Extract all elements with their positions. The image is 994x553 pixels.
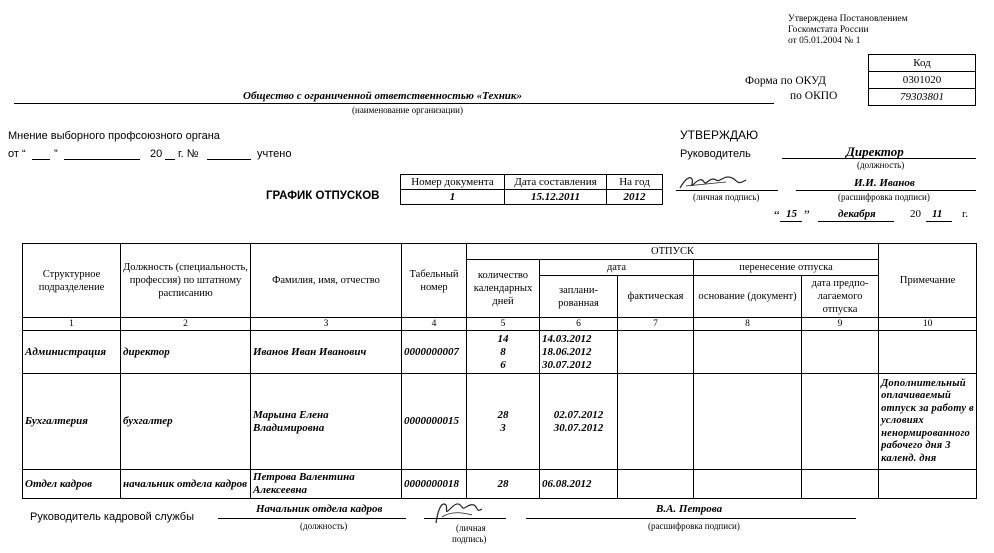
approve-date-open: “ — [774, 207, 780, 222]
col-num: 6 — [540, 318, 618, 331]
header-actual: фактическая — [618, 276, 694, 318]
approve-day: 15 — [786, 208, 797, 220]
approval-line-1: Утверждена Постановлением — [788, 14, 908, 24]
union-year: 20 — [150, 148, 163, 160]
header-planned: заплани-рованная — [540, 276, 618, 318]
approve-year-prefix: 20 — [910, 208, 921, 220]
approve-date-close: ” — [804, 207, 810, 222]
footer-signature-caption-2: подпись) — [452, 534, 487, 544]
director-signature-icon — [676, 170, 756, 192]
table-row — [23, 470, 977, 499]
okpo-label: по ОКПО — [790, 90, 838, 102]
row-days-value: 28 — [497, 477, 509, 490]
row-planned-date: 30.07.2012 — [553, 421, 604, 434]
table-row — [23, 331, 977, 374]
row-note — [879, 331, 977, 374]
header-basis: основание (документ) — [694, 276, 802, 318]
union-month-line — [64, 159, 140, 160]
row-planned-date: 02.07.2012 — [553, 408, 604, 421]
approve-name-line — [796, 190, 976, 191]
approve-year-line — [926, 221, 952, 222]
row-tab-number: 0000000015 — [402, 374, 467, 470]
approve-month-line — [818, 221, 894, 222]
col-num: 3 — [251, 318, 402, 331]
union-year-line — [165, 159, 175, 160]
row-expected — [802, 331, 879, 374]
row-days-value: 3 — [500, 421, 506, 434]
col-num: 4 — [402, 318, 467, 331]
row-days — [467, 374, 540, 470]
doc-year-header: На год — [607, 175, 663, 190]
header-expected: дата предпо-лагаемого отпуска — [802, 276, 879, 318]
union-number-label: г. № — [178, 148, 199, 160]
row-actual — [618, 331, 694, 374]
row-tab-number: 0000000018 — [402, 470, 467, 499]
organization-caption: (наименование организации) — [352, 105, 463, 115]
header-tab-number: Табельный номер — [402, 244, 467, 318]
col-num: 7 — [618, 318, 694, 331]
okud-value: 0301020 — [869, 72, 976, 89]
footer-position-caption: (должность) — [300, 521, 348, 531]
footer-signature-caption-1: (личная — [456, 523, 486, 533]
row-basis — [694, 374, 802, 470]
footer-position-line — [218, 518, 406, 519]
header-transfer: перенесение отпуска — [694, 260, 879, 276]
approve-position: Директор — [846, 144, 904, 159]
row-name: Петрова Валентина Алексеевна — [251, 470, 402, 499]
approval-stamp — [788, 14, 908, 47]
row-position: бухгалтер — [121, 374, 251, 470]
row-unit: Бухгалтерия — [23, 374, 121, 470]
row-tab-number: 0000000007 — [402, 331, 467, 374]
column-numbers-row — [23, 318, 977, 331]
organization-line — [14, 103, 774, 104]
footer-label: Руководитель кадровой службы — [30, 511, 195, 523]
approve-position-caption: (должность) — [857, 160, 905, 170]
approval-line-3: от 05.01.2004 № 1 — [788, 36, 861, 46]
union-number-line — [207, 159, 251, 160]
doc-date-header: Дата составления — [505, 175, 607, 190]
union-taken: учтено — [257, 148, 292, 160]
row-basis — [694, 331, 802, 374]
row-planned — [540, 331, 618, 374]
header-position: Должность (специальность, профессия) по штатному расписанию — [121, 244, 251, 318]
row-days-value: 8 — [500, 345, 506, 358]
row-unit: Администрация — [23, 331, 121, 374]
row-days-value: 6 — [500, 358, 506, 371]
row-expected — [802, 470, 879, 499]
row-position: начальник отдела кадров — [121, 470, 251, 499]
header-date: дата — [540, 260, 694, 276]
doc-year-value: 2012 — [607, 190, 663, 205]
row-planned — [540, 374, 618, 470]
code-box — [868, 54, 976, 106]
header-vacation: ОТПУСК — [467, 244, 879, 260]
organization-name: Общество с ограниченной ответственностью «Техник» — [243, 90, 522, 102]
doc-number-value: 1 — [401, 190, 505, 205]
document-title: ГРАФИК ОТПУСКОВ — [266, 190, 380, 202]
approve-name-caption: (расшифровка подписи) — [838, 192, 930, 202]
col-num: 5 — [467, 318, 540, 331]
footer-name: В.А. Петрова — [656, 503, 723, 515]
union-opinion-label: Мнение выборного профсоюзного органа — [8, 130, 220, 142]
row-days-value: 14 — [497, 332, 509, 345]
document-header-table — [400, 174, 663, 205]
footer-name-caption: (расшифровка подписи) — [648, 521, 740, 531]
col-num: 2 — [121, 318, 251, 331]
row-actual — [618, 374, 694, 470]
row-note: Дополнительный оплачиваемый отпуск за работу в условиях ненормированного рабочего дня 3 календ. дня — [879, 374, 977, 470]
row-name: Марьина Елена Владимировна — [251, 374, 402, 470]
header-unit: Структурное подразделение — [23, 244, 121, 318]
approve-position-line — [782, 158, 976, 159]
approval-line-2: Госкомстата России — [788, 25, 869, 35]
doc-number-header: Номер документа — [401, 175, 505, 190]
footer-signature-line — [424, 518, 506, 519]
row-expected — [802, 374, 879, 470]
doc-date-value: 15.12.2011 — [505, 190, 607, 205]
row-days — [467, 470, 540, 499]
okud-label: Форма по ОКУД — [745, 75, 826, 87]
footer-name-line — [526, 518, 856, 519]
header-days: количество календарных дней — [467, 260, 540, 318]
row-planned-date: 06.08.2012 — [542, 477, 592, 490]
col-num: 8 — [694, 318, 802, 331]
row-unit: Отдел кадров — [23, 470, 121, 499]
header-name: Фамилия, имя, отчество — [251, 244, 402, 318]
vacation-schedule-table — [22, 243, 977, 499]
row-position: директор — [121, 331, 251, 374]
union-day-line — [32, 159, 50, 160]
row-planned-date: 18.06.2012 — [542, 345, 592, 358]
row-days — [467, 331, 540, 374]
union-quote-close: ” — [54, 148, 58, 160]
row-planned — [540, 470, 618, 499]
approve-title: УТВЕРЖДАЮ — [680, 128, 759, 142]
approve-head-label: Руководитель — [680, 148, 751, 160]
approve-day-line — [780, 221, 802, 222]
approve-signature-caption: (личная подпись) — [693, 192, 760, 202]
approve-year-g: г. — [962, 208, 969, 220]
approve-month: декабря — [838, 208, 876, 220]
col-num: 10 — [879, 318, 977, 331]
row-actual — [618, 470, 694, 499]
okpo-value: 79303801 — [869, 89, 976, 106]
row-name: Иванов Иван Иванович — [251, 331, 402, 374]
table-row — [23, 374, 977, 470]
row-days-value: 28 — [497, 408, 509, 421]
approve-signature-line — [676, 190, 778, 191]
row-basis — [694, 470, 802, 499]
col-num: 1 — [23, 318, 121, 331]
approve-name: И.И. Иванов — [854, 177, 915, 189]
approve-year-suffix: 11 — [932, 208, 943, 220]
row-note — [879, 470, 977, 499]
code-header: Код — [869, 55, 976, 72]
col-num: 9 — [802, 318, 879, 331]
header-note: Примечание — [879, 244, 977, 318]
row-planned-date: 14.03.2012 — [542, 332, 592, 345]
footer-position: Начальник отдела кадров — [256, 503, 383, 515]
row-planned-date: 30.07.2012 — [542, 358, 592, 371]
union-from: от “ — [8, 148, 26, 160]
